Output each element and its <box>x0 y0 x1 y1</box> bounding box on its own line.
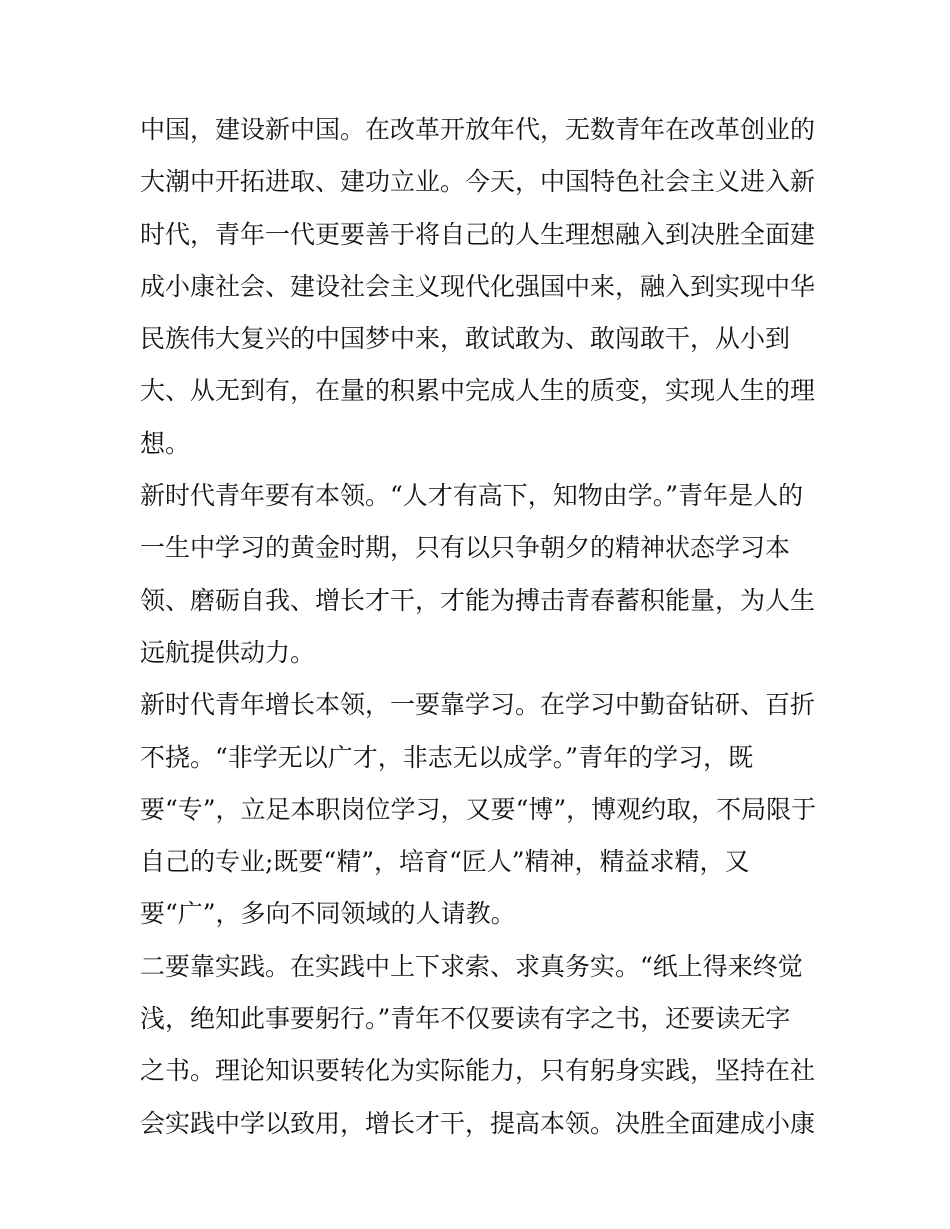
text-line: 大潮中开拓进取、建功立业。今天，中国特色社会主义进入新 <box>140 167 816 197</box>
text-line: 远航提供动力。 <box>140 637 316 667</box>
text-line: 要“专”，立足本职岗位学习，又要“博”，博观约取，不局限于 <box>140 794 817 824</box>
text-line: 要“广”，多向不同领域的人请教。 <box>140 899 516 929</box>
text-line: 新时代青年要有本领。“人才有高下，知物由学。”青年是人的 <box>140 481 804 511</box>
text-line: 想。 <box>140 428 191 458</box>
text-line: 之书。理论知识要转化为实际能力，只有躬身实践，坚持在社 <box>140 1056 816 1086</box>
text-line: 一生中学习的黄金时期，只有以只争朝夕的精神状态学习本 <box>140 533 791 563</box>
text-line: 中国，建设新中国。在改革开放年代，无数青年在改革创业的 <box>140 115 816 144</box>
text-line: 会实践中学以致用，增长才干，提高本领。决胜全面建成小康 <box>140 1108 816 1138</box>
text-line: 自己的专业;既要“精”，培育“匠人”精神，精益求精，又 <box>140 847 750 877</box>
body-text <box>140 104 820 1150</box>
text-line: 领、磨砺自我、增长才干，才能为搏击青春蓄积能量，为人生 <box>140 585 816 615</box>
text-line: 成小康社会、建设社会主义现代化强国中来，融入到实现中华 <box>140 271 816 301</box>
text-line: 不挠。“非学无以广才，非志无以成学。”青年的学习，既 <box>140 742 754 772</box>
text-line: 大、从无到有，在量的积累中完成人生的质变，实现人生的理 <box>140 376 816 406</box>
text-line: 民族伟大复兴的中国梦中来，敢试敢为、敢闯敢干，从小到 <box>140 324 791 354</box>
text-line: 时代，青年一代更要善于将自己的人生理想融入到决胜全面建 <box>140 219 816 249</box>
text-line: 新时代青年增长本领，一要靠学习。在学习中勤奋钻研、百折 <box>140 690 816 720</box>
text-line: 二要靠实践。在实践中上下求索、求真务实。“纸上得来终觉 <box>140 951 803 981</box>
text-line: 浅，绝知此事要躬行。”青年不仅要读有字之书，还要读无字 <box>140 1004 791 1034</box>
